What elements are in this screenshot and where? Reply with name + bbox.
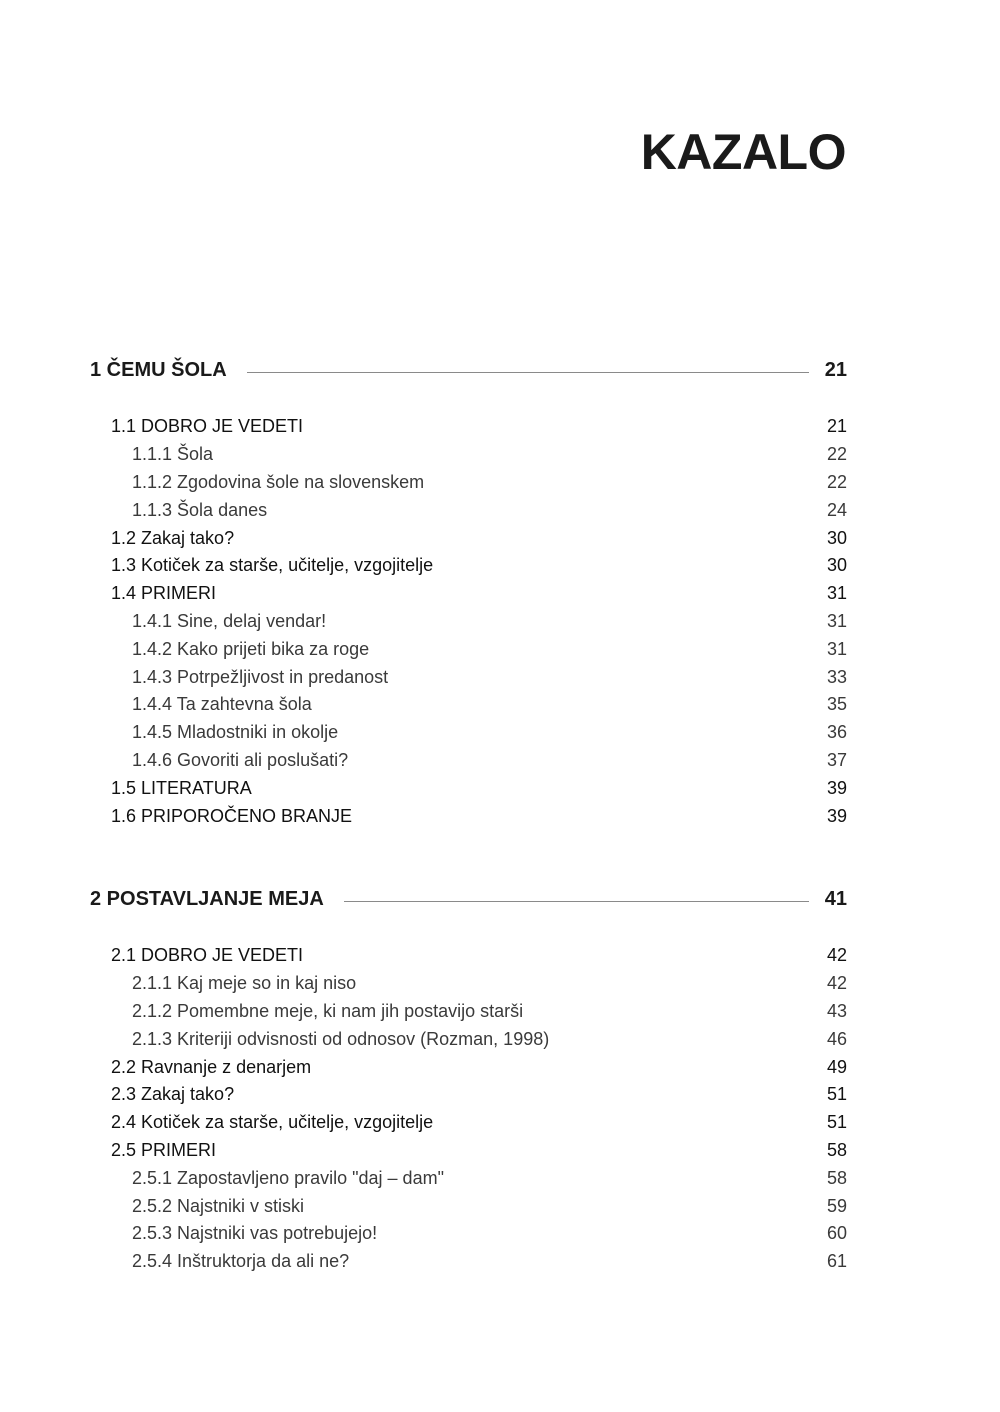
toc-entry-page-number: 31 [826,638,847,659]
toc-entry-label: 2.1 DOBRO JE VEDETI [111,945,304,966]
toc-entry-label: 2.5.3 Najstniki vas potrebujejo! [132,1223,378,1244]
toc-entry-label: 2.3 Zakaj tako? [111,1084,235,1105]
toc-entry-page-number: 36 [826,722,847,743]
chapter-divider [247,372,809,373]
chapter-entries [90,942,847,1276]
toc-entry-label: 2.5.4 Inštruktorja da ali ne? [132,1251,350,1272]
toc-entry[interactable] [90,496,847,524]
toc-entry[interactable] [90,942,847,970]
toc-entry-page-number: 43 [826,1000,847,1021]
toc-entry-label: 1.4.3 Potrpežljivost in predanost [132,666,389,687]
toc-entry-page-number: 58 [826,1167,847,1188]
toc-entry-page-number: 59 [826,1195,847,1216]
toc-entry-label: 1.4.1 Sine, delaj vendar! [132,610,327,631]
toc-entry-label: 1.4.2 Kako prijeti bika za roge [132,638,370,659]
toc-entry-page-number: 22 [826,444,847,465]
toc-entry[interactable] [90,663,847,691]
toc-entry[interactable] [90,1137,847,1165]
toc-entry-label: 1.4 PRIMERI [111,583,217,604]
toc-entry[interactable] [90,635,847,663]
toc-entry-label: 2.5.2 Najstniki v stiski [132,1195,305,1216]
toc-entry[interactable] [90,552,847,580]
toc-entry-page-number: 51 [826,1112,847,1133]
toc-entry-label: 1.3 Kotiček za starše, učitelje, vzgojitelje [111,555,434,576]
toc-entry-page-number: 30 [826,555,847,576]
chapter-heading[interactable] [90,885,847,913]
toc-entry[interactable] [90,413,847,441]
toc-entry[interactable] [90,719,847,747]
toc-entry[interactable] [90,1192,847,1220]
toc-entry-page-number: 39 [826,777,847,798]
toc-entry-page-number: 30 [826,527,847,548]
toc-entry-page-number: 22 [826,471,847,492]
toc-entry-label: 2.2 Ravnanje z denarjem [111,1056,312,1077]
toc-entry[interactable] [90,608,847,636]
toc-entry-label: 1.2 Zakaj tako? [111,527,235,548]
toc-entry[interactable] [90,1164,847,1192]
chapter-page-number: 41 [824,887,847,910]
toc-entry-page-number: 31 [826,610,847,631]
toc-entry-page-number: 33 [826,666,847,687]
toc-entry-label: 1.1.3 Šola danes [132,499,268,520]
toc-entry-page-number: 37 [826,749,847,770]
toc-entry[interactable] [90,1025,847,1053]
toc-entry-label: 1.6 PRIPOROČENO BRANJE [111,805,353,826]
toc-entry-page-number: 58 [826,1139,847,1160]
toc-entry-label: 1.4.6 Govoriti ali poslušati? [132,749,349,770]
toc-entry[interactable] [90,1220,847,1248]
toc-entry-page-number: 61 [826,1251,847,1272]
toc-entry[interactable] [90,469,847,497]
toc-entry[interactable] [90,580,847,608]
toc-entry-label: 1.1 DOBRO JE VEDETI [111,416,304,437]
page-title: KAZALO [640,124,846,180]
toc-entry[interactable] [90,441,847,469]
chapter-divider [344,901,809,902]
toc-entry[interactable] [90,1081,847,1109]
chapter-title: 1 ČEMU ŠOLA [90,358,227,381]
toc-entry-page-number: 42 [826,945,847,966]
toc-entry-page-number: 51 [826,1084,847,1105]
toc-entry-label: 1.5 LITERATURA [111,777,252,798]
toc-entry-page-number: 31 [826,583,847,604]
toc-entry-page-number: 35 [826,694,847,715]
toc-entry-page-number: 60 [826,1223,847,1244]
toc-entry-page-number: 46 [826,1028,847,1049]
chapter-1-section [90,356,847,830]
toc-entry-page-number: 42 [826,973,847,994]
toc-entry-label: 2.4 Kotiček za starše, učitelje, vzgojitelje [111,1112,434,1133]
chapter-entries [90,413,847,830]
toc-entry-label: 2.5 PRIMERI [111,1139,217,1160]
toc-entry-label: 1.1.2 Zgodovina šole na slovenskem [132,471,425,492]
toc-entry-page-number: 21 [826,416,847,437]
chapter-heading[interactable] [90,356,847,384]
toc-entry-label: 1.4.5 Mladostniki in okolje [132,722,339,743]
toc-entry[interactable] [90,1248,847,1276]
toc-entry[interactable] [90,970,847,998]
toc-entry[interactable] [90,998,847,1026]
toc-entry-label: 2.1.1 Kaj meje so in kaj niso [132,973,357,994]
chapter-page-number: 21 [824,358,847,381]
toc-entry[interactable] [90,1053,847,1081]
toc-entry-label: 2.1.2 Pomembne meje, ki nam jih postavijo starši [132,1000,524,1021]
toc-entry-label: 2.1.3 Kriteriji odvisnosti od odnosov (Rozman, 1998) [132,1028,550,1049]
toc-entry-label: 1.1.1 Šola [132,444,214,465]
toc-entry[interactable] [90,524,847,552]
toc-entry[interactable] [90,802,847,830]
chapter-2-section [90,885,847,1276]
chapter-title: 2 POSTAVLJANJE MEJA [90,887,324,910]
toc-entry[interactable] [90,774,847,802]
toc-entry-page-number: 24 [826,499,847,520]
toc-entry-page-number: 49 [826,1056,847,1077]
toc-entry[interactable] [90,691,847,719]
toc-entry-page-number: 39 [826,805,847,826]
toc-entry-label: 2.5.1 Zapostavljeno pravilo "daj – dam" [132,1167,444,1188]
toc-entry[interactable] [90,1109,847,1137]
toc-entry-label: 1.4.4 Ta zahtevna šola [132,694,312,715]
toc-entry[interactable] [90,747,847,775]
